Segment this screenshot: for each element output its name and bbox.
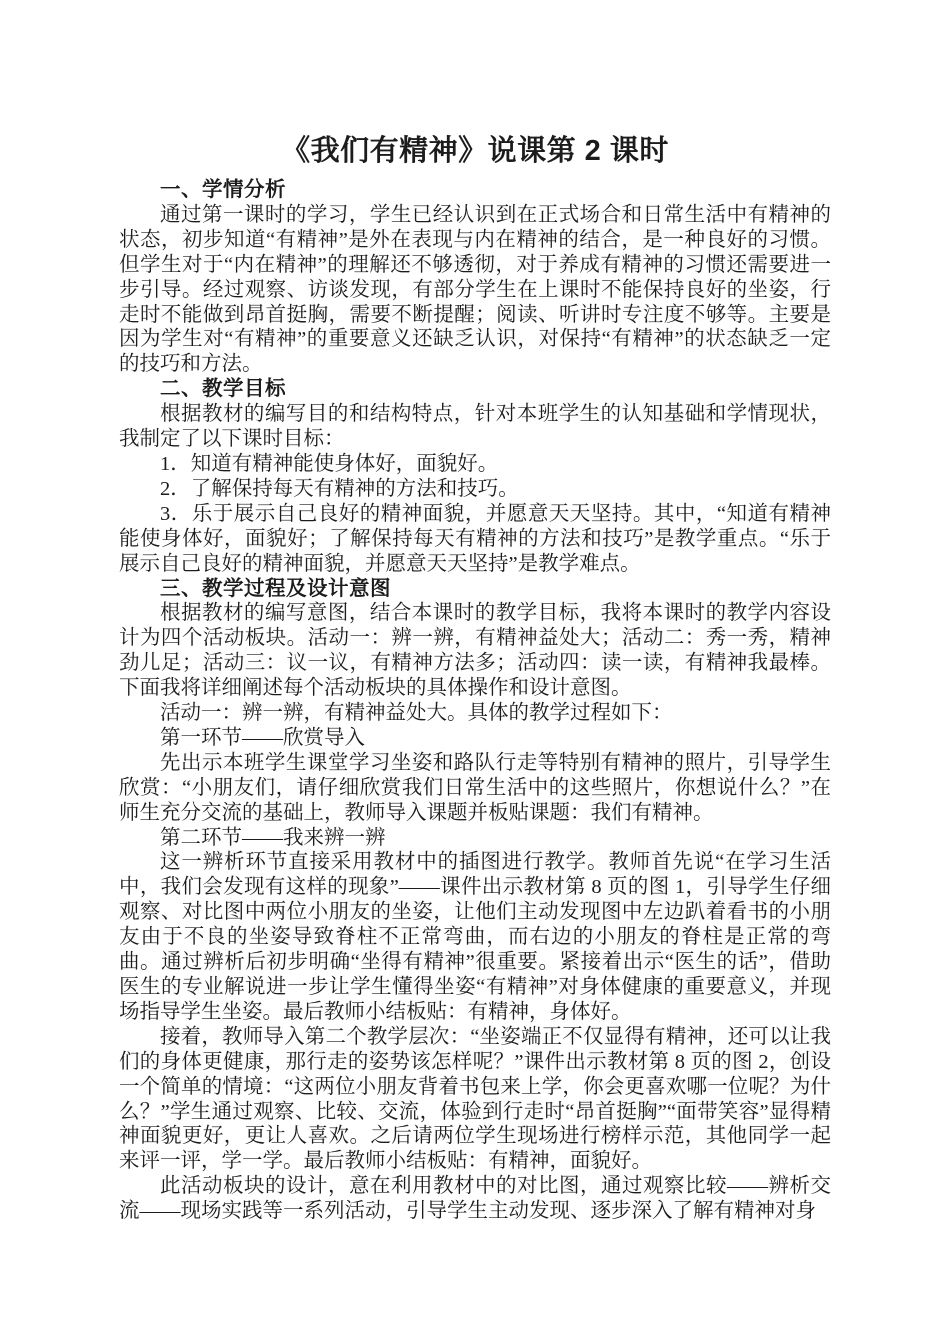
paragraph: 3．乐于展示自己良好的精神面貌，并愿意天天坚持。其中，“知道有精神能使身体好，面貌好；了解保持每天有精神的方法和技巧”是教学重点。“乐于展示自己良好的精神面貌，并愿意天天坚持”是教学难点。 bbox=[119, 502, 831, 575]
paragraph: 第二环节——我来辨一辨 bbox=[160, 826, 386, 849]
paragraph: 活动一：辨一辨，有精神益处大。具体的教学过程如下： bbox=[160, 702, 673, 725]
paragraph: 先出示本班学生课堂学习坐姿和路队行走等特别有精神的照片，引导学生欣赏：“小朋友们，请仔细欣赏我们日常生活中的这些照片，你想说什么？”在师生充分交流的基础上，教师导入课题并板贴课题：我们有精神。 bbox=[119, 751, 831, 824]
paragraph: 通过第一课时的学习，学生已经认识到在正式场合和日常生活中有精神的状态，初步知道“有精神”是外在表现与内在精神的结合，是一种良好的习惯。但学生对于“内在精神”的理解还不够透彻，对于养成有精神的习惯还需要进一步引导。经过观察、访谈发现，有部分学生在上课时不能保持良好的坐姿，行走时不能做到昂首挺胸，需要不断提醒；阅读、听讲时专注度不够等。主要是因为学生对“有精神”的重要意义还缺乏认识，对保持“有精神”的状态缺乏一定的技巧和方法。 bbox=[119, 203, 831, 376]
document-body bbox=[119, 178, 831, 1224]
paragraph: 接着，教师导入第二个教学层次：“坐姿端正不仅显得有精神，还可以让我们的身体更健康，那行走的姿势该怎样呢？”课件出示教材第 8 页的图 2，创设一个简单的情境：“这两位小朋友背着书包来上学，你会更喜欢哪一位呢？为什么？”学生通过观察、比较、交流，体验到行走时“昂首挺胸”“面带笑容”显得精神面貌更好，更让人喜欢。之后请两位学生现场进行榜样示范，其他同学一起来评一评，学一学。最后教师小结板贴：有精神，面貌好。 bbox=[119, 1025, 831, 1173]
paragraph: 1．知道有精神能使身体好，面貌好。 bbox=[160, 452, 499, 475]
section-heading: 一、学情分析 bbox=[160, 178, 286, 201]
paragraph: 2．了解保持每天有精神的方法和技巧。 bbox=[160, 477, 519, 500]
paragraph: 第一环节——欣赏导入 bbox=[160, 726, 365, 749]
document-title: 《我们有精神》说课第 2 课时 bbox=[281, 135, 669, 167]
paragraph: 这一辨析环节直接采用教材中的插图进行教学。教师首先说“在学习生活中，我们会发现有这样的现象”——课件出示教材第 8 页的图 1，引导学生仔细观察、对比图中两位小朋友的坐姿，让他们主动发现图中左边趴着看书的小朋友由于不良的坐姿导致脊柱不正常弯曲，而右边的小朋友的脊柱是正常的弯曲。通过辨析后初步明确“坐得有精神”很重要。紧接着出示“医生的话”，借助医生的专业解说进一步让学生懂得坐姿“有精神”对身体健康的重要意义，并现场指导学生坐姿。最后教师小结板贴：有精神，身体好。 bbox=[119, 851, 831, 1023]
paragraph: 根据教材的编写目的和结构特点，针对本班学生的认知基础和学情现状，我制定了以下课时目标： bbox=[119, 403, 831, 451]
paragraph: 根据教材的编写意图，结合本课时的教学目标，我将本课时的教学内容设计为四个活动板块。活动一：辨一辨，有精神益处大；活动二：秀一秀，精神劲儿足；活动三：议一议，有精神方法多；活动四：读一读，有精神我最棒。下面我将详细阐述每个活动板块的具体操作和设计意图。 bbox=[119, 602, 831, 700]
paragraph: 此活动板块的设计，意在利用教材中的对比图，通过观察比较——辨析交流——现场实践等一系列活动，引导学生主动发现、逐步深入了解有精神对身 bbox=[119, 1175, 831, 1223]
section-heading: 三、教学过程及设计意图 bbox=[160, 576, 391, 600]
section-heading: 二、教学目标 bbox=[160, 377, 286, 401]
